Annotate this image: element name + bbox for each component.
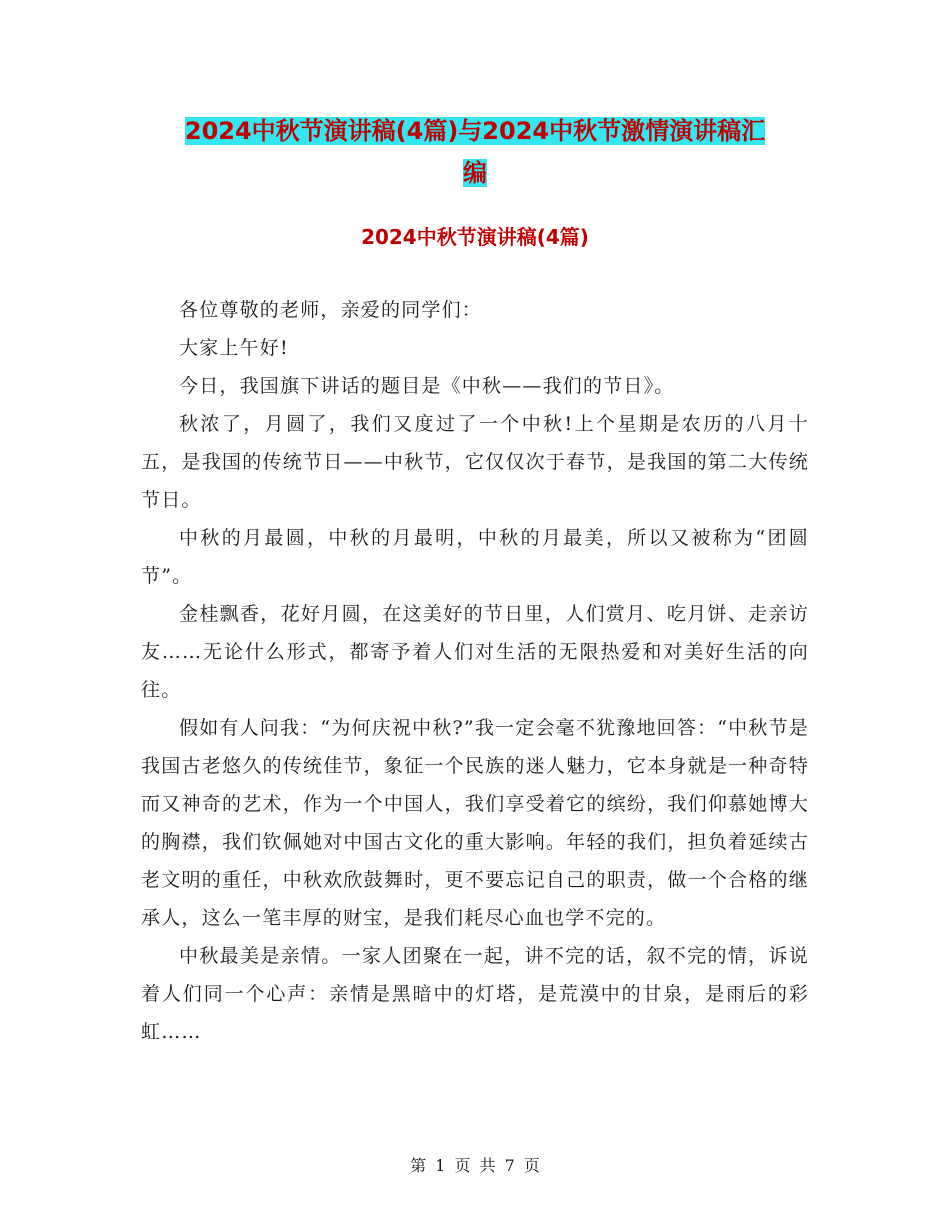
paragraph-osmanthus: 金桂飘香，花好月圆，在这美好的节日里，人们赏月、吃月饼、走亲访友……无论什么形式，都寄予着人们对生活的无限热爱和对美好生活的向往。 [141,603,809,701]
paragraph-good-morning: 大家上午好! [179,337,289,359]
document-body [141,291,809,1051]
page-footer: 第 1 页 共 7 页 [410,1156,540,1175]
paragraph-family: 中秋最美是亲情。一家人团聚在一起，讲不完的话，叙不完的情，诉说着人们同一个心声：亲情是黑暗中的灯塔，是荒漠中的甘泉，是雨后的彩虹…… [141,945,809,1043]
paragraph-greeting: 各位尊敬的老师，亲爱的同学们： [179,299,483,321]
paragraph-topic: 今日，我国旗下讲话的题目是《中秋——我们的节日》。 [179,375,675,397]
document-title-line-1: 2024中秋节演讲稿(4篇)与2024中秋节激情演讲稿汇 [184,117,766,145]
paragraph-moon: 中秋的月最圆，中秋的月最明，中秋的月最美，所以又被称为“团圆节”。 [141,527,809,587]
document-title [140,110,810,194]
paragraph-why-celebrate: 假如有人问我：“为何庆祝中秋?”我一定会毫不犹豫地回答：“中秋节是我国古老悠久的传统佳节，象征一个民族的迷人魅力，它本身就是一种奇特而又神奇的艺术，作为一个中国人，我们享受着它的缤纷，我们仰慕她博大的胸襟，我们钦佩她对中国古文化的重大影响。年轻的我们，担负着延续古老文明的重任，中秋欢欣鼓舞时，更不要忘记自己的职责，做一个合格的继承人，这么一笔丰厚的财宝，是我们耗尽心血也学不完的。 [141,717,809,929]
document-title-line-2: 编 [463,159,487,187]
paragraph-autumn: 秋浓了，月圆了，我们又度过了一个中秋!上个星期是农历的八月十五，是我国的传统节日——中秋节，它仅仅次于春节，是我国的第二大传统节日。 [141,413,809,511]
section-title: 2024中秋节演讲稿(4篇) [361,225,589,249]
